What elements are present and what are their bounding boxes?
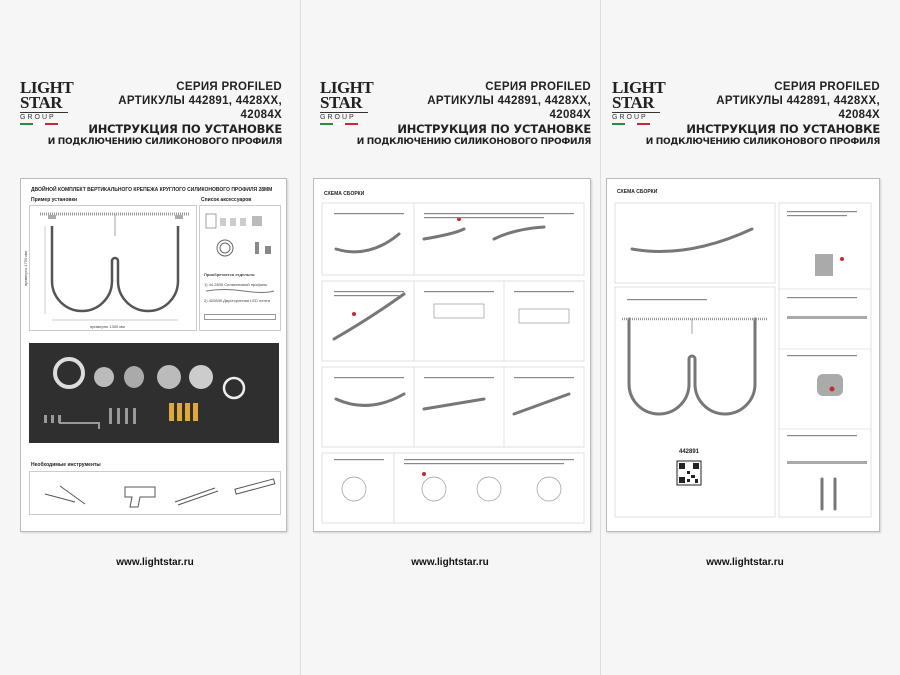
logo-word-1: LIGHT: [612, 78, 666, 97]
tools-panel: [29, 471, 281, 515]
instruction-subtitle: И ПОДКЛЮЧЕНИЮ СИЛИКОНОВОГО ПРОФИЛЯ: [47, 137, 282, 147]
articles-line: АРТИКУЛЫ 442891, 4428XX,: [716, 95, 880, 107]
instruction-title: ИНСТРУКЦИЯ ПО УСТАНОВКЕ: [686, 122, 880, 136]
column-3: [600, 0, 890, 675]
page2-heading: СХЕМА СБОРКИ: [324, 191, 365, 197]
page-2: [313, 178, 591, 532]
instruction-title: ИНСТРУКЦИЯ ПО УСТАНОВКЕ: [88, 122, 282, 136]
double-u-profile-diagram: [30, 206, 196, 330]
logo-word-2: STAR: [320, 93, 363, 112]
header-block: [48, 80, 282, 148]
instruction-subtitle: И ПОДКЛЮЧЕНИЮ СИЛИКОНОВОГО ПРОФИЛЯ: [645, 137, 880, 147]
accessories-label: Список аксессуаров: [201, 197, 252, 203]
series-title: СЕРИЯ PROFILED: [176, 81, 282, 93]
website-url[interactable]: www.lightstar.ru: [116, 557, 194, 568]
logo-word-2: STAR: [20, 93, 63, 112]
parts-illustration: [29, 343, 279, 443]
product-code: 442891: [679, 449, 700, 455]
logo-group: GROUP: [20, 112, 68, 121]
example-label: Пример установки: [31, 197, 78, 203]
logo-word-1: LIGHT: [20, 78, 74, 97]
width-dimension: примерно 1300 мм: [90, 324, 125, 329]
page-1: [20, 178, 287, 532]
header-block: [357, 80, 591, 148]
page1-heading: ДВОЙНОЙ КОМПЛЕКТ ВЕРТИКАЛЬНОГО КРЕПЕЖА КРУГЛОГО СИЛИКОНОВОГО ПРОФИЛЯ 28ММ: [31, 187, 273, 193]
italian-flag-icon: [320, 123, 358, 125]
logo-word-1: LIGHT: [320, 78, 374, 97]
website-url[interactable]: www.lightstar.ru: [706, 557, 784, 568]
articles-line-2: 42084X: [838, 109, 880, 121]
column-1: [0, 0, 290, 675]
accessories-diagram: [200, 206, 280, 266]
buy-separately-label: Приобретается отдельно:: [204, 272, 256, 277]
logo-group: GROUP: [612, 112, 660, 121]
series-title: СЕРИЯ PROFILED: [485, 81, 591, 93]
accessories-panel: [199, 205, 281, 331]
column-2: [305, 0, 595, 675]
profile-strip-icon: [204, 288, 276, 294]
fold-line: [300, 0, 301, 675]
led-strip-icon: [204, 314, 276, 320]
tools-diagram: [30, 472, 280, 514]
page-3: [606, 178, 880, 532]
installation-drawing: [22, 205, 197, 331]
parts-photo: [29, 343, 279, 443]
tools-label: Необходимые инструменты: [31, 462, 101, 468]
instruction-title: ИНСТРУКЦИЯ ПО УСТАНОВКЕ: [397, 122, 591, 136]
qr-code-icon: [677, 461, 701, 485]
logo-word-2: STAR: [612, 93, 655, 112]
assembly-steps-diagram: [314, 179, 590, 531]
articles-line: АРТИКУЛЫ 442891, 4428XX,: [118, 95, 282, 107]
assembly-final-diagram: [607, 179, 879, 531]
header-block: [646, 80, 880, 148]
articles-line-2: 42084X: [549, 109, 591, 121]
series-title: СЕРИЯ PROFILED: [774, 81, 880, 93]
led-strip-item: 2) 420849 Двусторонняя LED лента: [204, 298, 270, 303]
page3-heading: СХЕМА СБОРКИ: [617, 189, 658, 195]
height-dimension: примерно 1750 мм: [22, 251, 28, 286]
articles-line: АРТИКУЛЫ 442891, 4428XX,: [427, 95, 591, 107]
profile-item: 1) 44.2835 Силиконовый профиль: [204, 282, 268, 287]
website-url[interactable]: www.lightstar.ru: [411, 557, 489, 568]
logo-group: GROUP: [320, 112, 368, 121]
articles-line-2: 42084X: [240, 109, 282, 121]
italian-flag-icon: [612, 123, 650, 125]
instruction-subtitle: И ПОДКЛЮЧЕНИЮ СИЛИКОНОВОГО ПРОФИЛЯ: [356, 137, 591, 147]
